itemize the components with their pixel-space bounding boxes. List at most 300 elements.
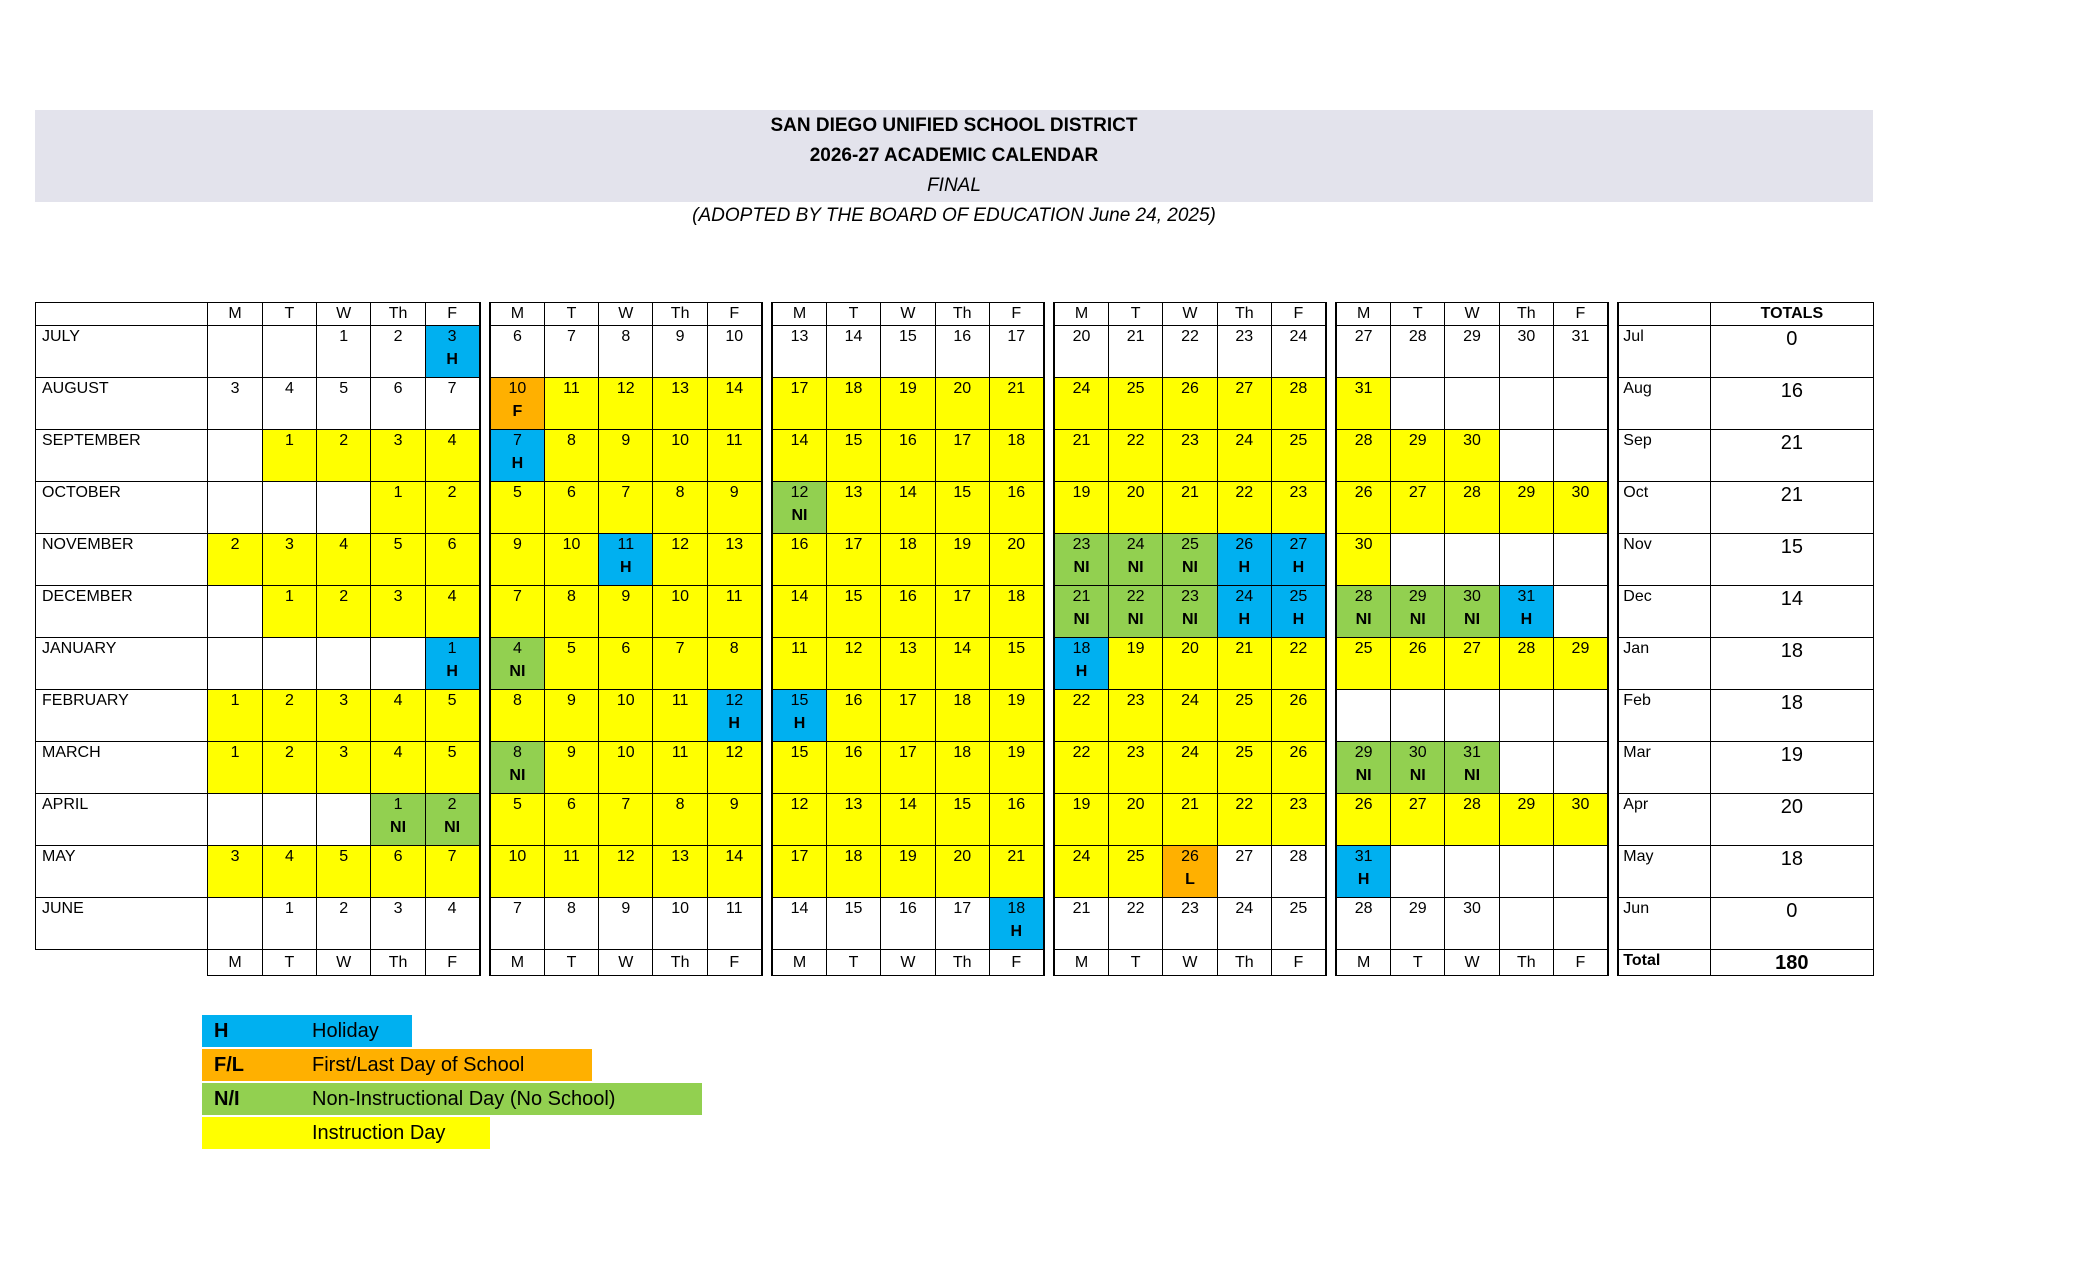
legend-label: Non-Instructional Day (No School) (312, 1088, 616, 1110)
day-cell (1445, 326, 1499, 378)
day-cell (1391, 326, 1445, 378)
day-number: 18 (844, 380, 863, 397)
month-label: JUNE (36, 898, 208, 950)
day-cell (371, 378, 425, 430)
month-total: 0 (1710, 898, 1873, 950)
day-number: 4 (447, 588, 457, 605)
day-cell (208, 482, 262, 534)
week-separator (762, 303, 772, 326)
week-separator (480, 794, 490, 846)
week-separator (1608, 898, 1618, 950)
day-cell (1054, 534, 1108, 586)
legend-label: First/Last Day of School (312, 1054, 525, 1076)
day-header: F (1554, 950, 1608, 976)
day-header: W (1445, 950, 1499, 976)
day-cell (490, 638, 544, 690)
day-number: 28 (1463, 484, 1481, 501)
day-cell (1336, 742, 1390, 794)
corner-cell (36, 950, 208, 976)
day-header: Th (1499, 303, 1553, 326)
day-cell (1163, 846, 1217, 898)
day-cell (935, 638, 989, 690)
day-header-row (36, 303, 1874, 326)
day-cell (1163, 586, 1217, 638)
month-abbr: Jul (1618, 326, 1710, 378)
day-number: 29 (1463, 328, 1481, 345)
legend-item (202, 1049, 592, 1081)
day-cell (1054, 482, 1108, 534)
day-cell (707, 794, 761, 846)
calendar-status: FINAL (927, 175, 981, 196)
day-code: H (793, 715, 806, 732)
week-separator (1608, 950, 1618, 976)
day-number (1500, 898, 1553, 900)
week-separator (1044, 378, 1054, 430)
day-cell (1554, 638, 1608, 690)
day-number: 23 (1126, 744, 1145, 761)
day-cell (826, 690, 880, 742)
day-number: 29 (1354, 744, 1373, 761)
day-number: 9 (729, 484, 739, 501)
day-cell (262, 898, 316, 950)
day-cell (1217, 898, 1271, 950)
day-cell (317, 690, 371, 742)
day-cell (1108, 430, 1162, 482)
day-number: 12 (671, 536, 690, 553)
day-number: 26 (1354, 796, 1373, 813)
day-code: H (1357, 871, 1370, 888)
day-number: 12 (616, 848, 635, 865)
day-number: 11 (725, 900, 743, 917)
day-cell (707, 482, 761, 534)
day-number: 22 (1289, 640, 1308, 657)
day-cell (1391, 690, 1445, 742)
day-cell (826, 898, 880, 950)
day-cell (599, 586, 653, 638)
day-cell (599, 898, 653, 950)
day-number: 22 (1072, 744, 1091, 761)
day-cell (1445, 794, 1499, 846)
day-cell (490, 846, 544, 898)
day-code: H (1238, 559, 1251, 576)
legend-item (202, 1015, 412, 1047)
day-header: Th (1217, 303, 1271, 326)
day-cell (1391, 898, 1445, 950)
day-cell (772, 430, 826, 482)
day-cell (425, 742, 479, 794)
day-number: 25 (1126, 380, 1145, 397)
day-cell (599, 482, 653, 534)
day-number: 23 (1181, 900, 1199, 917)
day-cell (826, 638, 880, 690)
day-cell (425, 846, 479, 898)
day-cell (262, 430, 316, 482)
day-cell (1108, 378, 1162, 430)
day-number (208, 898, 261, 900)
day-number: 26 (1354, 484, 1373, 501)
day-number: 13 (844, 796, 863, 813)
day-cell (208, 742, 262, 794)
day-number: 29 (1517, 796, 1536, 813)
day-header: M (208, 950, 262, 976)
day-cell (1391, 534, 1445, 586)
day-number (1554, 742, 1607, 744)
week-separator (1608, 638, 1618, 690)
day-code: NI (1409, 611, 1426, 628)
day-cell (1163, 534, 1217, 586)
week-separator (1608, 430, 1618, 482)
day-cell (989, 534, 1043, 586)
day-cell (544, 378, 598, 430)
week-separator (762, 794, 772, 846)
day-cell (989, 586, 1043, 638)
day-header: Th (935, 303, 989, 326)
month-total: 15 (1710, 534, 1873, 586)
day-cell (826, 326, 880, 378)
day-cell (1499, 898, 1553, 950)
day-code: NI (1464, 767, 1481, 784)
day-number: 24 (1126, 536, 1145, 553)
day-cell (490, 586, 544, 638)
day-cell (1054, 378, 1108, 430)
day-number: 5 (339, 848, 349, 865)
day-number: 26 (1289, 692, 1308, 709)
day-cell (262, 794, 316, 846)
day-number: 10 (725, 328, 744, 345)
day-cell (772, 586, 826, 638)
day-code: H (1292, 559, 1305, 576)
day-cell (1336, 430, 1390, 482)
day-number: 9 (675, 328, 685, 345)
day-number: 5 (447, 692, 457, 709)
day-number: 1 (284, 900, 294, 917)
legend-code: N/I (214, 1088, 240, 1110)
day-number: 17 (898, 692, 917, 709)
day-number: 4 (393, 692, 403, 709)
day-header: F (1554, 303, 1608, 326)
calendar-grid (35, 302, 1874, 976)
week-separator (1044, 638, 1054, 690)
day-number: 12 (725, 692, 744, 709)
day-number: 22 (1235, 796, 1254, 813)
day-number: 6 (567, 484, 576, 501)
month-row (36, 534, 1874, 586)
day-number (208, 430, 261, 432)
day-code: NI (1181, 559, 1198, 576)
day-number (317, 638, 370, 640)
day-cell (989, 326, 1043, 378)
day-number: 25 (1354, 640, 1373, 657)
day-cell (1499, 586, 1553, 638)
day-cell (1108, 534, 1162, 586)
day-number: 3 (393, 900, 403, 917)
day-cell (208, 534, 262, 586)
day-cell (1054, 846, 1108, 898)
day-cell (490, 482, 544, 534)
day-number: 31 (1463, 744, 1481, 761)
day-cell (599, 378, 653, 430)
day-number: 5 (512, 796, 522, 813)
day-header: Th (1217, 950, 1271, 976)
day-cell (317, 638, 371, 690)
day-cell (707, 638, 761, 690)
day-number: 17 (790, 848, 809, 865)
day-cell (653, 742, 707, 794)
day-cell (425, 482, 479, 534)
day-cell (262, 846, 316, 898)
day-cell (1217, 586, 1271, 638)
day-cell (1391, 794, 1445, 846)
week-separator (1608, 742, 1618, 794)
day-header: W (1163, 303, 1217, 326)
day-cell (1445, 482, 1499, 534)
day-number: 3 (284, 536, 294, 553)
day-number: 19 (1007, 744, 1026, 761)
day-cell (544, 534, 598, 586)
day-cell (707, 690, 761, 742)
totals-header: TOTALS (1710, 303, 1873, 326)
day-number (1554, 534, 1607, 536)
day-cell (599, 326, 653, 378)
day-header: F (1271, 950, 1325, 976)
day-number: 2 (447, 484, 457, 501)
day-cell (772, 690, 826, 742)
day-number: 13 (898, 640, 917, 657)
week-separator (762, 690, 772, 742)
day-number: 3 (393, 588, 403, 605)
day-number (1554, 430, 1607, 432)
week-separator (480, 742, 490, 794)
day-cell (707, 326, 761, 378)
calendar-title: 2026-27 ACADEMIC CALENDAR (809, 145, 1099, 166)
day-number: 3 (339, 692, 349, 709)
day-number: 8 (567, 900, 576, 917)
day-number: 12 (844, 640, 863, 657)
day-cell (1391, 586, 1445, 638)
day-number: 20 (953, 848, 972, 865)
week-separator (1326, 742, 1336, 794)
day-cell (1554, 378, 1608, 430)
week-separator (1044, 482, 1054, 534)
day-number: 14 (790, 900, 809, 917)
day-cell (1554, 430, 1608, 482)
day-cell (544, 898, 598, 950)
day-number (263, 638, 316, 640)
day-code: NI (509, 663, 526, 680)
day-header: Th (653, 303, 707, 326)
day-cell (208, 638, 262, 690)
day-number: 6 (512, 328, 522, 345)
day-cell (544, 326, 598, 378)
week-separator (762, 534, 772, 586)
month-row (36, 638, 1874, 690)
day-number: 13 (790, 328, 809, 345)
day-number: 13 (671, 848, 690, 865)
adoption-note: (ADOPTED BY THE BOARD OF EDUCATION June 24, 2025) (692, 205, 1216, 226)
day-number (1500, 378, 1553, 380)
day-number: 4 (512, 640, 522, 657)
day-number: 10 (616, 692, 635, 709)
legend-item (202, 1117, 490, 1149)
day-number: 9 (567, 692, 576, 709)
week-separator (480, 534, 490, 586)
day-number: 30 (1463, 588, 1481, 605)
day-cell (1445, 690, 1499, 742)
month-total: 16 (1710, 378, 1873, 430)
week-separator (762, 846, 772, 898)
day-number: 25 (1235, 744, 1254, 761)
day-cell (935, 482, 989, 534)
week-separator (1326, 586, 1336, 638)
day-code: NI (1409, 767, 1426, 784)
day-number: 31 (1571, 328, 1590, 345)
day-number: 19 (898, 848, 917, 865)
day-number: 2 (284, 744, 294, 761)
day-number: 17 (953, 588, 972, 605)
day-number: 28 (1354, 432, 1373, 449)
day-cell (989, 430, 1043, 482)
day-number (1500, 690, 1553, 692)
week-separator (1326, 794, 1336, 846)
day-header: Th (1499, 950, 1553, 976)
day-cell (490, 326, 544, 378)
day-code: H (1010, 923, 1023, 940)
day-cell (599, 846, 653, 898)
day-cell (1499, 430, 1553, 482)
day-number: 1 (284, 588, 294, 605)
day-code: H (620, 559, 632, 576)
day-number: 15 (844, 900, 863, 917)
day-code: NI (1181, 611, 1198, 628)
day-number: 28 (1517, 640, 1536, 657)
day-number: 18 (1007, 900, 1026, 917)
legend-label: Instruction Day (312, 1122, 446, 1144)
month-abbr: May (1618, 846, 1710, 898)
day-number: 29 (1408, 432, 1427, 449)
day-cell (881, 742, 935, 794)
day-number: 18 (953, 692, 972, 709)
day-number: 23 (1181, 432, 1199, 449)
month-total: 19 (1710, 742, 1873, 794)
week-separator (1326, 898, 1336, 950)
day-header: M (772, 950, 826, 976)
day-cell (371, 742, 425, 794)
day-number: 28 (1408, 328, 1427, 345)
day-number: 27 (1235, 848, 1254, 865)
day-number: 21 (1072, 588, 1091, 605)
day-number: 9 (621, 432, 631, 449)
day-number: 11 (563, 380, 580, 397)
day-number (1500, 742, 1553, 744)
day-code: NI (1355, 611, 1372, 628)
day-number: 1 (393, 484, 403, 501)
day-number: 10 (671, 588, 690, 605)
day-header: T (262, 303, 316, 326)
day-cell (989, 378, 1043, 430)
day-cell (881, 430, 935, 482)
day-number: 1 (447, 640, 457, 657)
day-number (208, 586, 261, 588)
day-number: 6 (393, 380, 403, 397)
day-cell (1499, 638, 1553, 690)
day-cell (490, 378, 544, 430)
day-number: 2 (284, 692, 294, 709)
day-cell (1336, 534, 1390, 586)
day-number: 21 (1007, 380, 1026, 397)
day-cell (371, 326, 425, 378)
day-header: M (490, 303, 544, 326)
day-number: 2 (339, 432, 349, 449)
day-number: 7 (512, 432, 522, 449)
day-number: 21 (1126, 328, 1145, 345)
day-cell (772, 898, 826, 950)
day-cell (826, 534, 880, 586)
day-cell (425, 690, 479, 742)
day-number: 12 (725, 744, 744, 761)
week-separator (480, 482, 490, 534)
day-number: 26 (1235, 536, 1254, 553)
day-number: 11 (791, 640, 808, 657)
month-abbr: Mar (1618, 742, 1710, 794)
month-abbr: Jan (1618, 638, 1710, 690)
day-number: 10 (671, 900, 690, 917)
day-cell (425, 378, 479, 430)
day-cell (262, 378, 316, 430)
day-cell (653, 638, 707, 690)
day-cell (772, 534, 826, 586)
week-separator (1044, 950, 1054, 976)
day-number: 1 (284, 432, 294, 449)
day-cell (707, 846, 761, 898)
day-cell (208, 846, 262, 898)
day-number: 8 (567, 588, 576, 605)
day-number: 21 (1181, 484, 1199, 501)
day-cell (935, 534, 989, 586)
day-number: 4 (284, 380, 294, 397)
day-number: 14 (844, 328, 863, 345)
day-cell (1336, 690, 1390, 742)
day-number: 21 (1235, 640, 1254, 657)
day-number: 27 (1354, 328, 1373, 345)
day-cell (1271, 430, 1325, 482)
day-cell (1108, 898, 1162, 950)
day-cell (1499, 846, 1553, 898)
day-number: 7 (447, 848, 457, 865)
month-label: MARCH (36, 742, 208, 794)
day-number: 18 (844, 848, 863, 865)
week-separator (1326, 482, 1336, 534)
day-number (317, 794, 370, 796)
day-number: 14 (898, 484, 917, 501)
month-row (36, 742, 1874, 794)
day-number: 17 (953, 900, 972, 917)
day-number: 13 (671, 380, 690, 397)
day-number: 10 (671, 432, 690, 449)
grand-total-label: Total (1618, 950, 1710, 976)
day-number (1391, 846, 1444, 848)
day-number: 11 (725, 432, 743, 449)
day-cell (1499, 378, 1553, 430)
day-number: 26 (1289, 744, 1308, 761)
day-cell (1499, 742, 1553, 794)
day-number: 16 (844, 744, 863, 761)
day-number: 9 (729, 796, 739, 813)
day-header: M (1054, 950, 1108, 976)
day-cell (707, 430, 761, 482)
day-code: H (511, 455, 524, 472)
day-header: W (1163, 950, 1217, 976)
week-separator (1608, 378, 1618, 430)
